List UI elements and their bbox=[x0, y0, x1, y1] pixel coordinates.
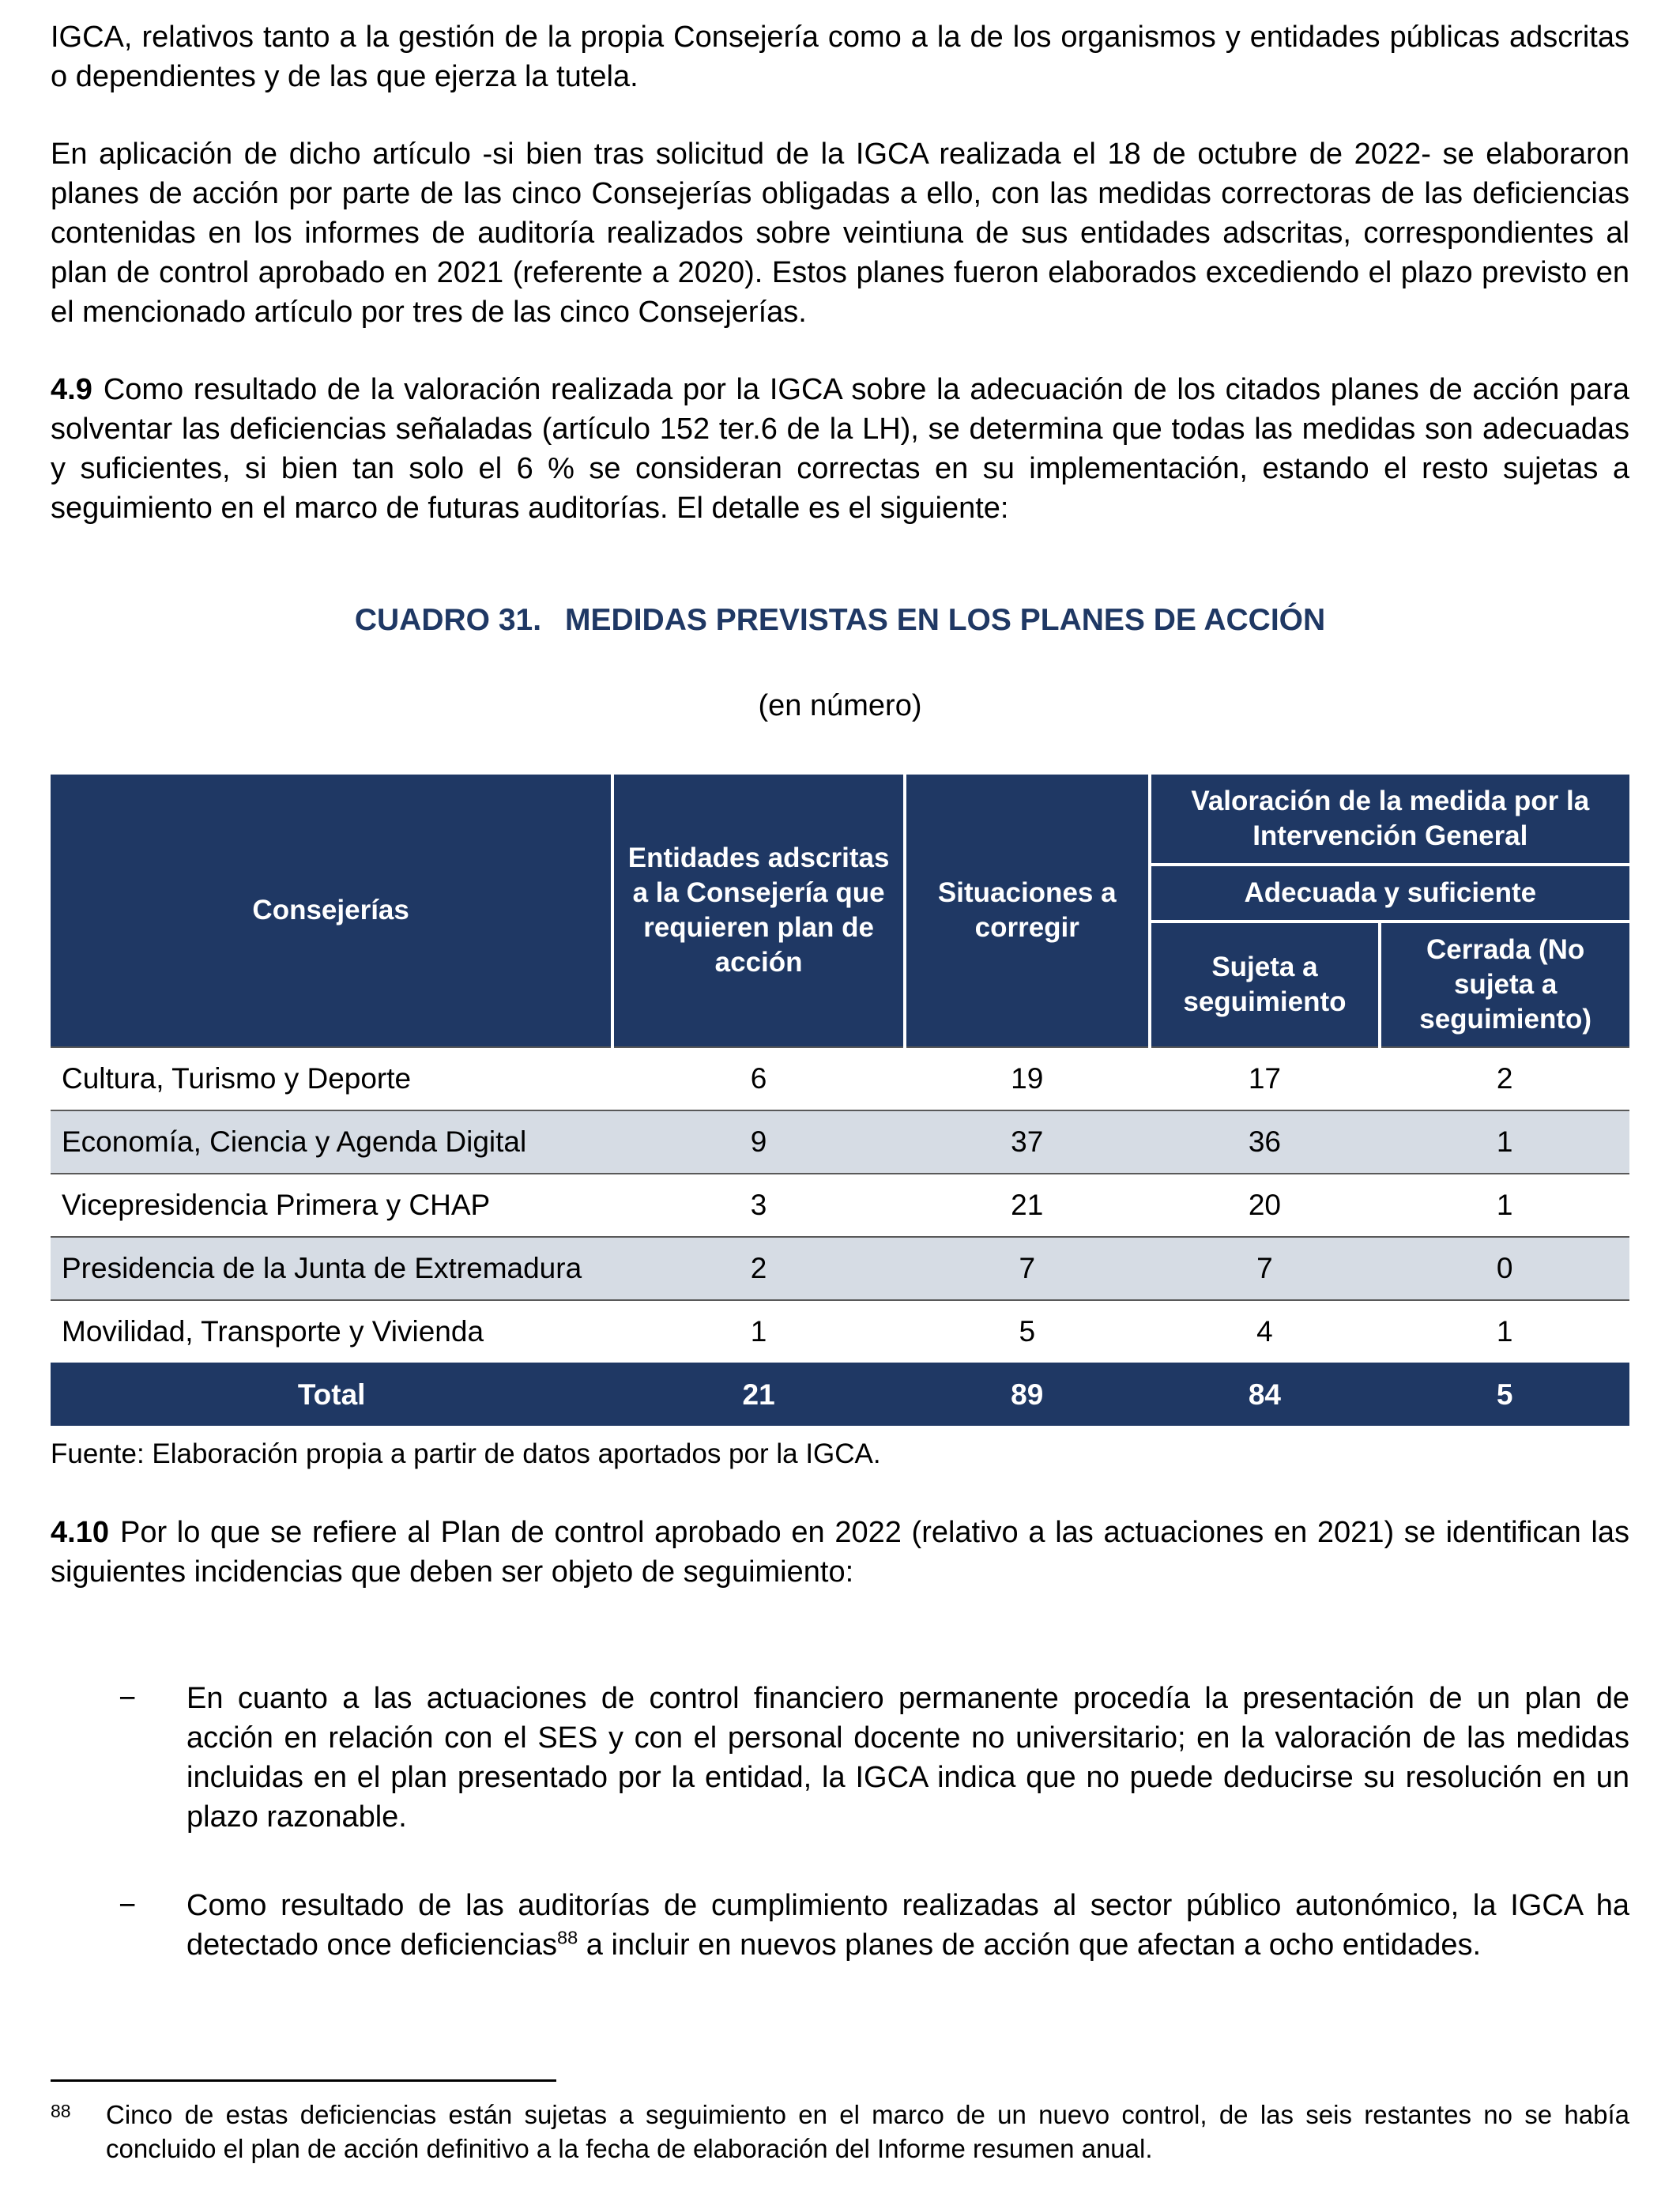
table-unit-note: (en número) bbox=[758, 689, 922, 722]
bullet-item-control-financiero bbox=[51, 1679, 1629, 1837]
row-sujeta: 4 bbox=[1150, 1300, 1381, 1363]
row-name: Economía, Ciencia y Agenda Digital bbox=[51, 1110, 612, 1174]
bullet-text-before-ref: Como resultado de las auditorías de cumplimiento realizadas al sector público autonómico, la IGCA ha detectado once deficiencias bbox=[186, 1889, 1629, 1962]
row-sujeta: 20 bbox=[1150, 1174, 1381, 1237]
row-entidades: 2 bbox=[612, 1237, 905, 1300]
row-situaciones: 37 bbox=[905, 1110, 1150, 1174]
row-name: Vicepresidencia Primera y CHAP bbox=[51, 1174, 612, 1237]
header-situaciones: Situaciones a corregir bbox=[905, 775, 1150, 1047]
bullet-text bbox=[186, 1886, 1629, 1965]
table-row-cultura bbox=[51, 1047, 1629, 1110]
row-situaciones: 7 bbox=[905, 1237, 1150, 1300]
bullet-item-auditorias-cumplimiento bbox=[51, 1886, 1629, 1965]
row-situaciones: 19 bbox=[905, 1047, 1150, 1110]
paragraph-4-9 bbox=[51, 370, 1629, 528]
paragraph-number-4-9: 4.9 bbox=[51, 373, 92, 406]
bullet-dash-marker: − bbox=[119, 1682, 137, 1715]
table-row-economia bbox=[51, 1110, 1629, 1174]
table-body bbox=[51, 1047, 1629, 1426]
footnote-section bbox=[51, 2079, 1629, 2166]
row-sujeta: 36 bbox=[1150, 1110, 1381, 1174]
row-entidades: 1 bbox=[612, 1300, 905, 1363]
row-cerrada: 1 bbox=[1380, 1174, 1629, 1237]
header-sujeta: Sujeta a seguimiento bbox=[1150, 922, 1381, 1047]
bullet-text-after-ref: a incluir en nuevos planes de acción que afectan a ocho entidades. bbox=[578, 1928, 1482, 1962]
table-header bbox=[51, 775, 1629, 1047]
row-sujeta: 7 bbox=[1150, 1237, 1381, 1300]
table-caption-label: CUADRO 31. bbox=[354, 603, 542, 637]
row-cerrada: 1 bbox=[1380, 1300, 1629, 1363]
header-valoracion-group: Valoración de la medida por la Intervención General bbox=[1150, 775, 1629, 865]
row-cerrada: 0 bbox=[1380, 1237, 1629, 1300]
bullet-text: En cuanto a las actuaciones de control financiero permanente procedía la presentación de un plan de acción en relación con el SES y con el personal docente no universitario; en la valoración de las medidas incluidas en el plan presentado por la entidad, la IGCA indica que no puede deducirse su resolución en un plazo razonable. bbox=[186, 1682, 1629, 1834]
footnote-separator-rule bbox=[51, 2079, 556, 2082]
table-total-row bbox=[51, 1363, 1629, 1426]
total-label: Total bbox=[51, 1363, 612, 1426]
footnote-88 bbox=[51, 2098, 1629, 2166]
bullet-dash-marker: − bbox=[119, 1889, 137, 1922]
row-situaciones: 21 bbox=[905, 1174, 1150, 1237]
row-cerrada: 1 bbox=[1380, 1110, 1629, 1174]
header-consejerias: Consejerías bbox=[51, 775, 612, 1047]
footnote-number: 88 bbox=[51, 2101, 71, 2121]
row-name: Movilidad, Transporte y Vivienda bbox=[51, 1300, 612, 1363]
paragraph-4-10-text: Por lo que se refiere al Plan de control aprobado en 2022 (relativo a las actuaciones en 2021) se identifican las siguientes incidencias que deben ser objeto de seguimiento: bbox=[51, 1516, 1629, 1589]
row-cerrada: 2 bbox=[1380, 1047, 1629, 1110]
row-entidades: 9 bbox=[612, 1110, 905, 1174]
paragraph-4-9-text: Como resultado de la valoración realizada por la IGCA sobre la adecuación de los citados planes de acción para solventar las deficiencias señaladas (artículo 152 ter.6 de la LH), se determina que todas las medidas son adecuadas y suficientes, si bien tan solo el 6 % se consideran correctas en su implementación, estando el resto sujetas a seguimiento en el marco de futuras auditorías. El detalle es el siguiente: bbox=[51, 373, 1629, 525]
footnote-reference-88: 88 bbox=[557, 1927, 578, 1948]
cuadro-31-table bbox=[51, 775, 1629, 1426]
total-entidades: 21 bbox=[612, 1363, 905, 1426]
row-situaciones: 5 bbox=[905, 1300, 1150, 1363]
total-cerrada: 5 bbox=[1380, 1363, 1629, 1426]
paragraph-4-10 bbox=[51, 1513, 1629, 1592]
table-row-movilidad bbox=[51, 1300, 1629, 1363]
paragraph-number-4-10: 4.10 bbox=[51, 1516, 109, 1549]
row-sujeta: 17 bbox=[1150, 1047, 1381, 1110]
paragraph-intro-continuation: IGCA, relativos tanto a la gestión de la propia Consejería como a la de los organismos y entidades públicas adscritas o dependientes y de las que ejerza la tutela. bbox=[51, 21, 1629, 93]
table-row-vicepresidencia bbox=[51, 1174, 1629, 1237]
header-entidades: Entidades adscritas a la Consejería que requieren plan de acción bbox=[612, 775, 905, 1047]
total-situaciones: 89 bbox=[905, 1363, 1150, 1426]
paragraph-plan-accion: En aplicación de dicho artículo -si bien tras solicitud de la IGCA realizada el 18 de octubre de 2022- se elaboraron planes de acción por parte de las cinco Consejerías obligadas a ello, con las medidas correctoras de las deficiencias contenidas en los informes de auditoría realizados sobre veintiuna de sus entidades adscritas, correspondientes al plan de control aprobado en 2021 (referente a 2020). Estos planes fueron elaborados excediendo el plazo previsto en el mencionado artículo por tres de las cinco Consejerías. bbox=[51, 138, 1629, 329]
table-caption-title: MEDIDAS PREVISTAS EN LOS PLANES DE ACCIÓN bbox=[565, 603, 1326, 637]
row-name: Presidencia de la Junta de Extremadura bbox=[51, 1237, 612, 1300]
header-adecuada-group: Adecuada y suficiente bbox=[1150, 865, 1629, 922]
header-cerrada: Cerrada (No sujeta a seguimiento) bbox=[1380, 922, 1629, 1047]
row-entidades: 6 bbox=[612, 1047, 905, 1110]
row-entidades: 3 bbox=[612, 1174, 905, 1237]
row-name: Cultura, Turismo y Deporte bbox=[51, 1047, 612, 1110]
table-source-note: Fuente: Elaboración propia a partir de datos aportados por la IGCA. bbox=[51, 1438, 881, 1469]
total-sujeta: 84 bbox=[1150, 1363, 1381, 1426]
table-caption bbox=[51, 601, 1629, 640]
footnote-text: Cinco de estas deficiencias están sujetas a seguimiento en el marco de un nuevo control, de las seis restantes no se había concluido el plan de acción definitivo a la fecha de elaboración del Informe resumen anual. bbox=[106, 2100, 1629, 2163]
table-row-presidencia bbox=[51, 1237, 1629, 1300]
